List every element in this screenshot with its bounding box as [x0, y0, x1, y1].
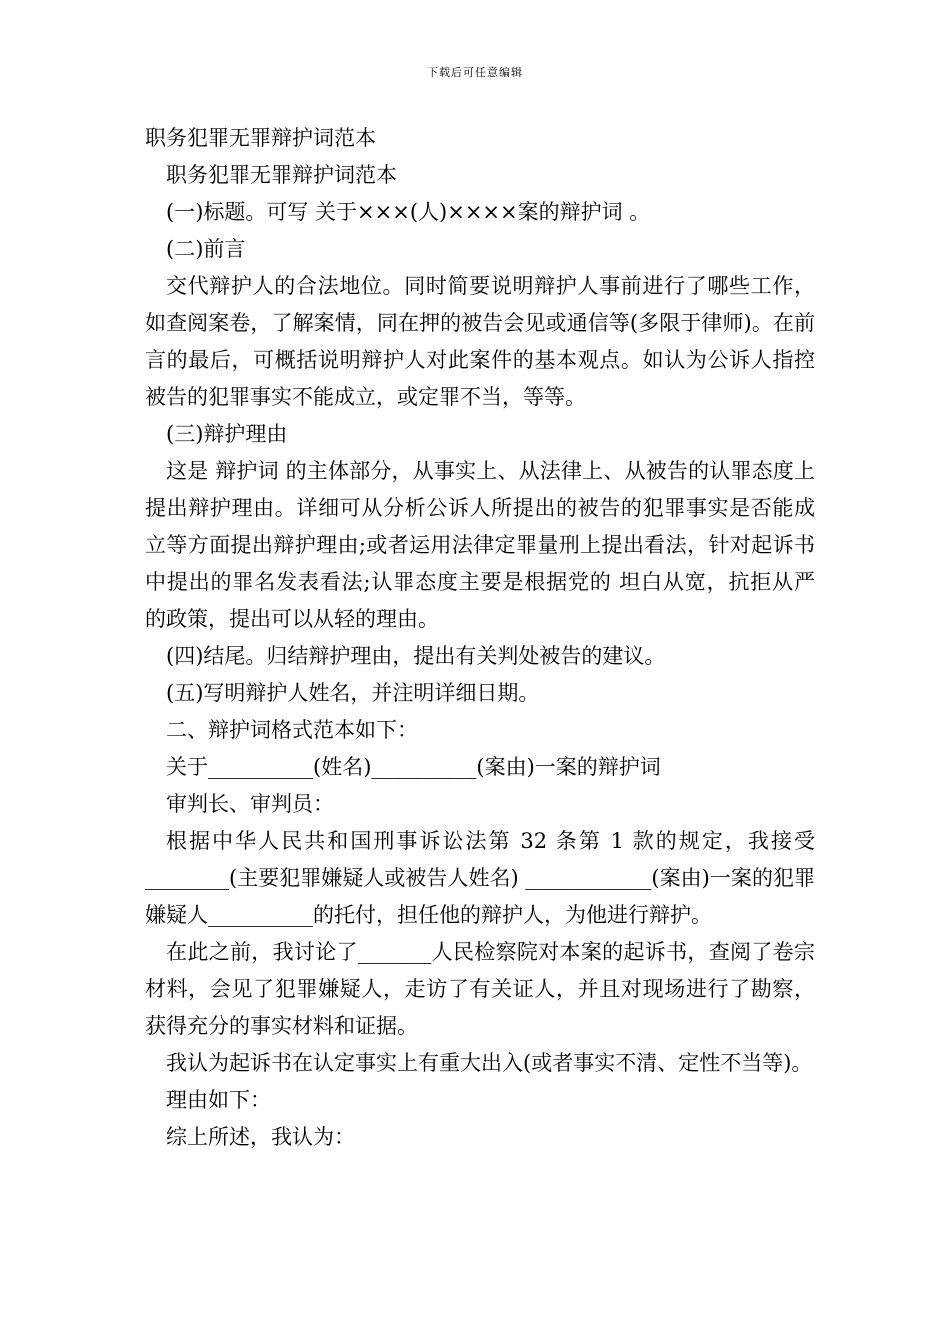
page-header: 下载后可任意编辑	[427, 66, 523, 79]
paragraph-subtitle: 职务犯罪无罪辩护词范本	[166, 163, 397, 187]
paragraph-section-1: (一)标题。可写 关于×××(人)××××案的辩护词 。	[166, 200, 651, 224]
paragraph-section-2: (二)前言	[166, 237, 246, 261]
paragraph-template-heading: 二、辩护词格式范本如下：	[166, 718, 418, 742]
paragraph-salutation: 审判长、审判员：	[166, 792, 334, 816]
document-title: 职务犯罪无罪辩护词范本	[145, 126, 376, 150]
paragraph-section-4: (四)结尾。归结辩护理由，提出有关判处被告的建议。	[166, 644, 666, 668]
paragraph-conclusion: 综上所述，我认为：	[166, 1125, 355, 1149]
paragraph-preparation: 在此之前，我讨论了_______人民检察院对本案的起诉书，查阅了卷宗材料，会见了犯罪嫌疑人，走访了有关证人，并且对现场进行了勘察，获得充分的事实材料和证据。	[145, 940, 815, 1038]
document-body	[145, 120, 815, 1156]
paragraph-reasons-intro: 理由如下：	[166, 1088, 271, 1112]
paragraph-section-5: (五)写明辩护人姓名，并注明详细日期。	[166, 681, 540, 705]
paragraph-legal-basis: 根据中华人民共和国刑事诉讼法第 32 条第 1 款的规定，我接受________(主要犯罪嫌疑人或被告人姓名) ____________(案由)一案的犯罪嫌疑人__________的托付，担任他的辩护人，为他进行辩护。	[145, 829, 815, 927]
paragraph-opinion: 我认为起诉书在认定事实上有重大出入(或者事实不清、定性不当等)。	[166, 1051, 813, 1075]
paragraph-reasons: 这是 辩护词 的主体部分，从事实上、从法律上、从被告的认罪态度上提出辩护理由。详细可从分析公诉人所提出的被告的犯罪事实是否能成立等方面提出辩护理由;或者运用法律定罪量刑上提出看法，针对起诉书中提出的罪名发表看法;认罪态度主要是根据党的 坦白从宽，抗拒从严 的政策，提出可以从轻的理由。	[145, 459, 815, 631]
paragraph-preface: 交代辩护人的合法地位。同时简要说明辩护人事前进行了哪些工作，如查阅案卷，了解案情，同在押的被告会见或通信等(多限于律师)。在前言的最后，可概括说明辩护人对此案件的基本观点。如认为公诉人指控被告的犯罪事实不能成立，或定罪不当，等等。	[145, 274, 815, 409]
paragraph-template-title: 关于__________(姓名)__________(案由)一案的辩护词	[166, 755, 661, 779]
paragraph-section-3: (三)辩护理由	[166, 422, 288, 446]
